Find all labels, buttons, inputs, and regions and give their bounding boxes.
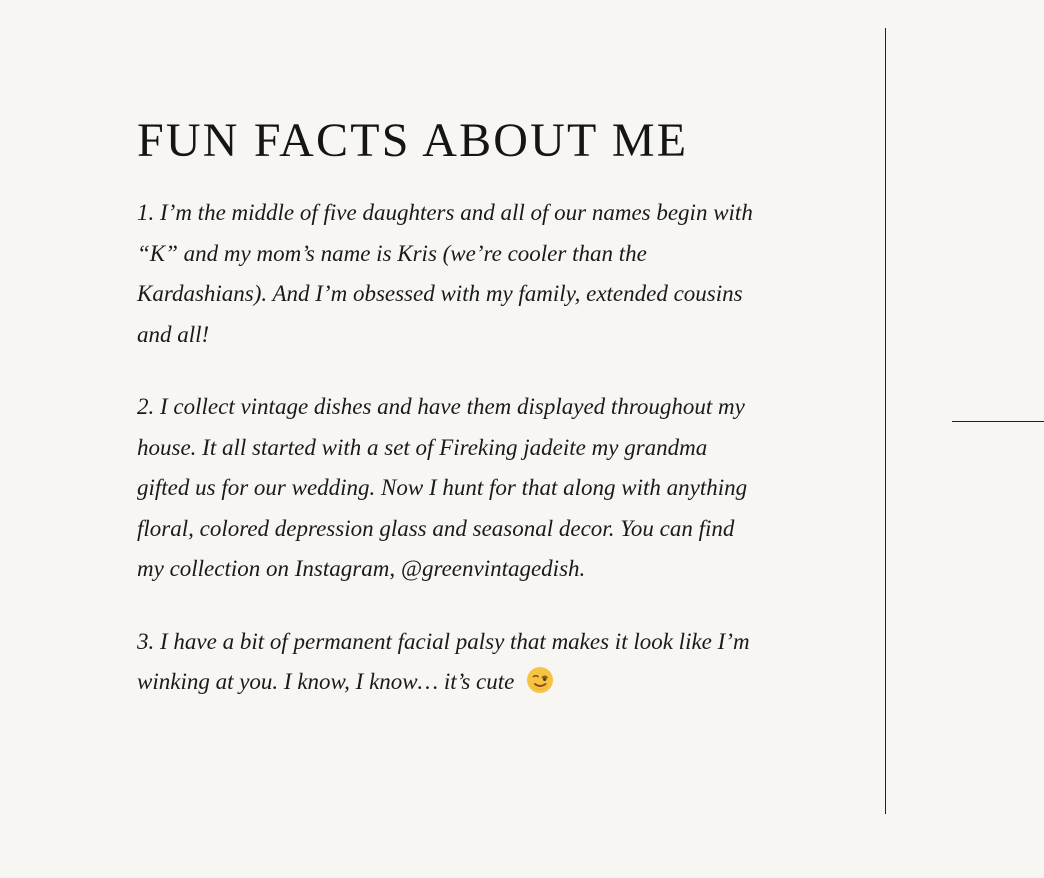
fact-item-1 — [137, 193, 765, 355]
winking-face-emoji-icon — [526, 666, 554, 694]
fact-text: 1. I’m the middle of five daughters and all of our names begin with “K” and my mom’s name is Kris (we’re cooler than the Kardashians). And I’m obsessed with my family, extended cousins and all! — [137, 200, 753, 347]
fact-item-2 — [137, 387, 765, 590]
fun-facts-list — [137, 193, 765, 703]
page-title: FUN FACTS ABOUT ME — [137, 114, 689, 167]
fact-text: 2. I collect vintage dishes and have them displayed throughout my house. It all started with a set of Fireking jadeite my grandma gifted us for our wedding. Now I hunt for that along with anything floral, colored depression glass and seasonal decor. You can find my collection on Instagram, @greenvintagedish. — [137, 394, 748, 581]
horizontal-divider — [952, 421, 1044, 422]
vertical-divider — [885, 28, 886, 814]
fun-facts-section — [137, 113, 777, 735]
fact-item-3 — [137, 622, 765, 703]
fact-text: 3. I have a bit of permanent facial palsy that makes it look like I’m winking at you. I know, I know… it’s cute — [137, 628, 750, 694]
